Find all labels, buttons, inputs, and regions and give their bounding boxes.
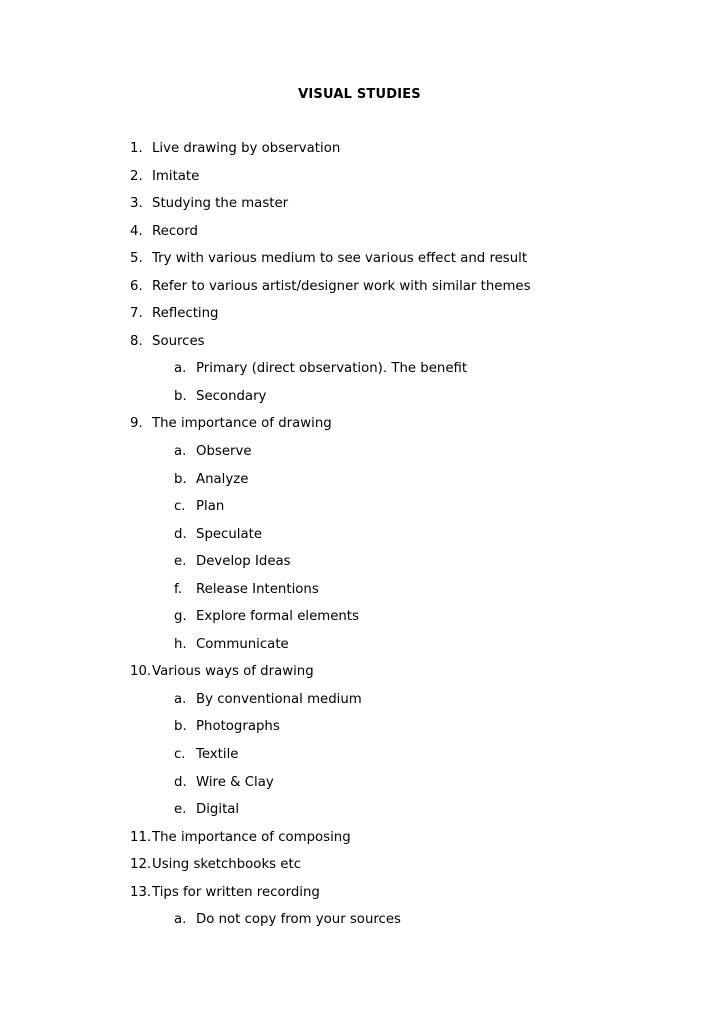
list-item-text: The importance of drawing (152, 416, 332, 432)
sub-list-item-letter: b. (174, 388, 187, 404)
sub-list-item (0, 691, 719, 719)
sub-list-item (0, 801, 719, 829)
list-item-number: 3. (130, 196, 143, 212)
sub-list-item (0, 471, 719, 499)
list-item-text: Using sketchbooks etc (152, 857, 302, 873)
sub-list-item-letter: c. (174, 499, 186, 515)
outline-list (0, 140, 719, 939)
list-item-number: 11. (130, 829, 152, 845)
list-item-text: Reflecting (152, 306, 219, 322)
sub-list-item-text: Speculate (196, 526, 263, 542)
sub-list-item-text: Develop Ideas (196, 554, 291, 570)
sub-list-item-text: Do not copy from your sources (196, 912, 401, 928)
sub-list-item-letter: a. (174, 361, 187, 377)
sub-list-item-text: Communicate (196, 636, 289, 652)
list-item (0, 333, 719, 361)
sub-list-item-text: Explore formal elements (196, 609, 359, 625)
sub-list-item (0, 636, 719, 664)
list-item (0, 415, 719, 443)
sub-list-item-letter: h. (174, 636, 187, 652)
sub-list-item-letter: b. (174, 719, 187, 735)
sub-list-item-letter: d. (174, 774, 187, 790)
list-item (0, 140, 719, 168)
list-item (0, 195, 719, 223)
list-item-text: Record (152, 223, 198, 239)
sub-list-item-letter: a. (174, 912, 187, 928)
list-item-number: 5. (130, 251, 143, 267)
list-item-text: Live drawing by observation (152, 141, 341, 156)
sub-list-item-text: Photographs (196, 719, 280, 735)
sub-list-item-text: Plan (196, 499, 225, 515)
list-item (0, 278, 719, 306)
list-item-number: 1. (130, 141, 143, 156)
sub-list-item (0, 526, 719, 554)
list-item (0, 168, 719, 196)
sub-list-item-text: Wire & Clay (196, 774, 274, 790)
sub-list-item-text: Textile (196, 747, 239, 763)
sub-list-item-text: Secondary (196, 388, 267, 404)
list-item-text: Sources (152, 333, 205, 349)
list-item-text: Imitate (152, 168, 200, 184)
list-item-text: Try with various medium to see various effect and result (152, 251, 528, 267)
list-item-number: 2. (130, 168, 143, 184)
list-item (0, 856, 719, 884)
list-item (0, 829, 719, 857)
list-item-text: The importance of composing (152, 829, 351, 845)
list-item-number: 10. (130, 664, 152, 680)
list-item (0, 223, 719, 251)
sub-list-item-text: Analyze (196, 471, 249, 487)
list-item-number: 12. (130, 857, 152, 873)
sub-list-item-letter: a. (174, 444, 187, 460)
sub-list-item (0, 718, 719, 746)
sub-list-item-letter: f. (174, 581, 182, 597)
sub-list-item-letter: e. (174, 554, 187, 570)
list-item-number: 4. (130, 223, 143, 239)
sub-list-item-letter: e. (174, 802, 187, 818)
list-item-number: 13. (130, 884, 152, 900)
sub-list-item-letter: g. (174, 609, 187, 625)
sub-list-item-text: Observe (196, 444, 252, 460)
sub-list-item-letter: d. (174, 526, 187, 542)
list-item-number: 7. (130, 306, 143, 322)
list-item-text: Various ways of drawing (152, 664, 314, 680)
sub-list-item (0, 553, 719, 581)
list-item (0, 305, 719, 333)
sub-list-item-letter: b. (174, 471, 187, 487)
sub-list-item (0, 498, 719, 526)
sub-list-item-text: Release Intentions (196, 581, 319, 597)
list-item-text: Studying the master (152, 196, 289, 212)
sub-list-item (0, 360, 719, 388)
sub-list-item-text: Digital (196, 802, 240, 818)
sub-list-item-letter: a. (174, 691, 187, 707)
sub-list-item-text: Primary (direct observation). The benefit (196, 361, 468, 377)
list-item-text: Refer to various artist/designer work with similar themes (152, 278, 531, 294)
list-item-number: 9. (130, 416, 143, 432)
sub-list-item (0, 774, 719, 802)
sub-list-item (0, 581, 719, 609)
list-item-number: 6. (130, 278, 143, 294)
list-item-number: 8. (130, 333, 143, 349)
list-item (0, 250, 719, 278)
sub-list-item (0, 911, 719, 939)
page-title: VISUAL STUDIES (298, 87, 421, 102)
sub-list-item-text: By conventional medium (196, 691, 362, 707)
sub-list-item (0, 388, 719, 416)
list-item-text: Tips for written recording (152, 884, 320, 900)
list-item (0, 663, 719, 691)
sub-list-item-letter: c. (174, 747, 186, 763)
list-item (0, 884, 719, 912)
sub-list-item (0, 746, 719, 774)
sub-list-item (0, 443, 719, 471)
sub-list-item (0, 608, 719, 636)
